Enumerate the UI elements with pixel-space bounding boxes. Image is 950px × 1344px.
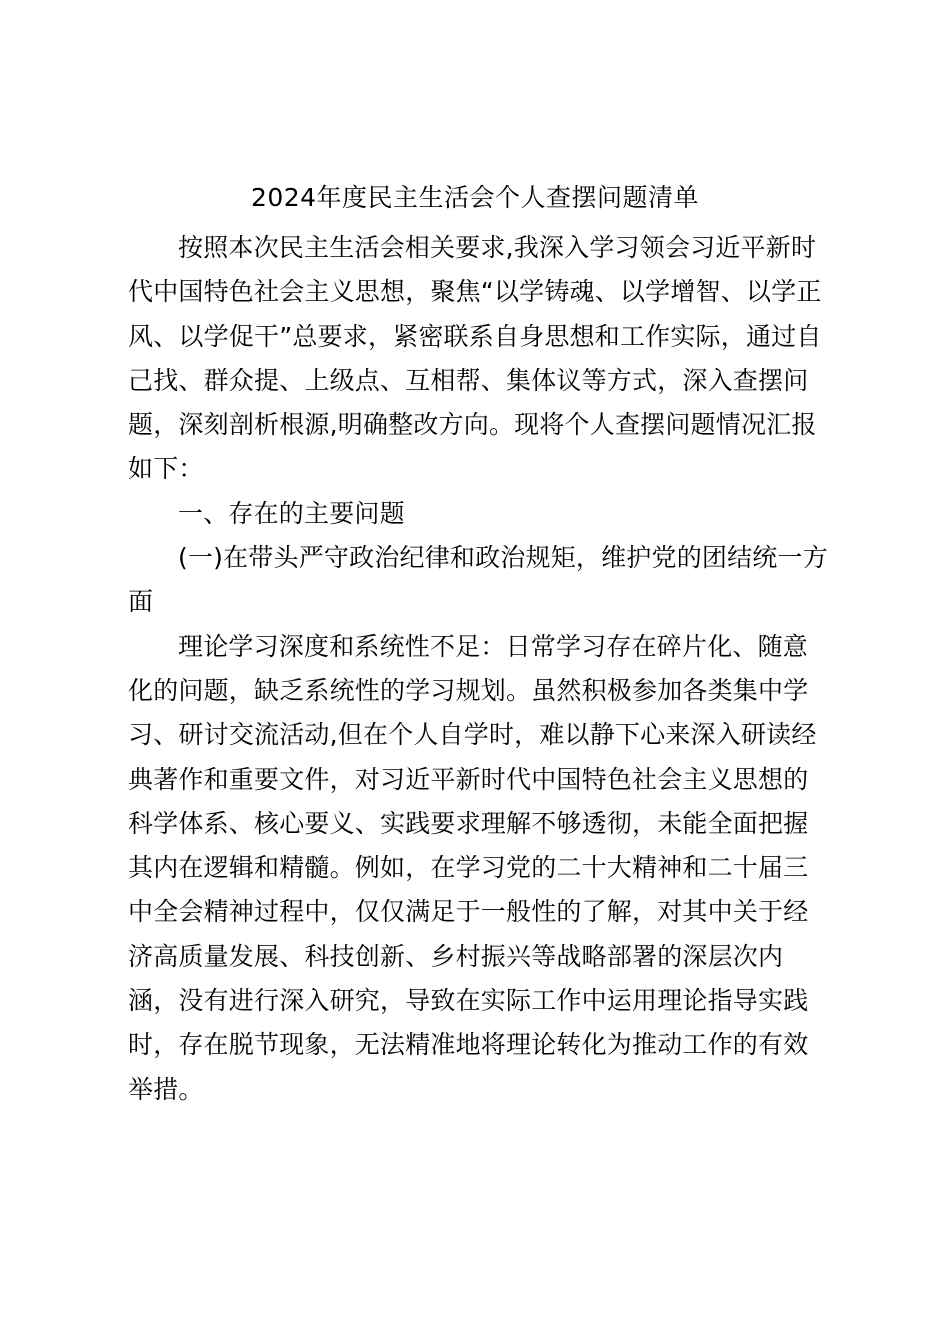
- document-title: 2024年度民主生活会个人查摆问题清单: [250, 183, 700, 212]
- paragraph-problem-line-8: 济高质量发展、科技创新、乡村振兴等战略部署的深层次内: [128, 941, 784, 971]
- paragraph-problem-line-4: 典著作和重要文件，对习近平新时代中国特色社会主义思想的: [128, 764, 809, 794]
- subsection-heading-line-2: 面: [128, 587, 154, 617]
- paragraph-problem-line-3: 习、研讨交流活动,但在个人自学时，难以静下心来深入研读经: [128, 720, 817, 750]
- paragraph-intro-line-1: 按照本次民主生活会相关要求,我深入学习领会习近平新时: [178, 233, 817, 262]
- paragraph-problem-line-9: 涵，没有进行深入研究，导致在实际工作中运用理论指导实践: [128, 986, 809, 1016]
- paragraph-intro-line-5: 题，深刻剖析根源,明确整改方向。现将个人查摆问题情况汇报: [128, 410, 817, 440]
- paragraph-problem-line-2: 化的问题，缺乏系统性的学习规划。虽然积极参加各类集中学: [128, 675, 809, 705]
- paragraph-problem-line-11: 举措。: [128, 1074, 204, 1104]
- paragraph-problem-line-7: 中全会精神过程中，仅仅满足于一般性的了解，对其中关于经: [128, 897, 809, 927]
- paragraph-problem-line-1: 理论学习深度和系统性不足：日常学习存在碎片化、随意: [178, 631, 809, 661]
- paragraph-intro-line-3: 风、以学促干”总要求，紧密联系自身思想和工作实际，通过自: [128, 321, 822, 351]
- subsection-heading-line-1: (一)在带头严守政治纪律和政治规矩，维护党的团结统一方: [178, 543, 828, 573]
- paragraph-problem-line-5: 科学体系、核心要义、实践要求理解不够透彻，未能全面把握: [128, 808, 809, 838]
- paragraph-intro-line-4: 己找、群众提、上级点、互相帮、集体议等方式，深入查摆问: [128, 365, 809, 395]
- section-heading: 一、存在的主要问题: [178, 498, 405, 528]
- paragraph-problem-line-6: 其内在逻辑和精髓。例如，在学习党的二十大精神和二十届三: [128, 853, 809, 883]
- paragraph-intro-line-2: 代中国特色社会主义思想，聚焦“以学铸魂、以学增智、以学正: [128, 277, 822, 307]
- paragraph-intro-line-6: 如下：: [128, 454, 204, 484]
- document-body: [128, 226, 834, 1112]
- paragraph-problem-line-10: 时，存在脱节现象，无法精准地将理论转化为推动工作的有效: [128, 1030, 809, 1060]
